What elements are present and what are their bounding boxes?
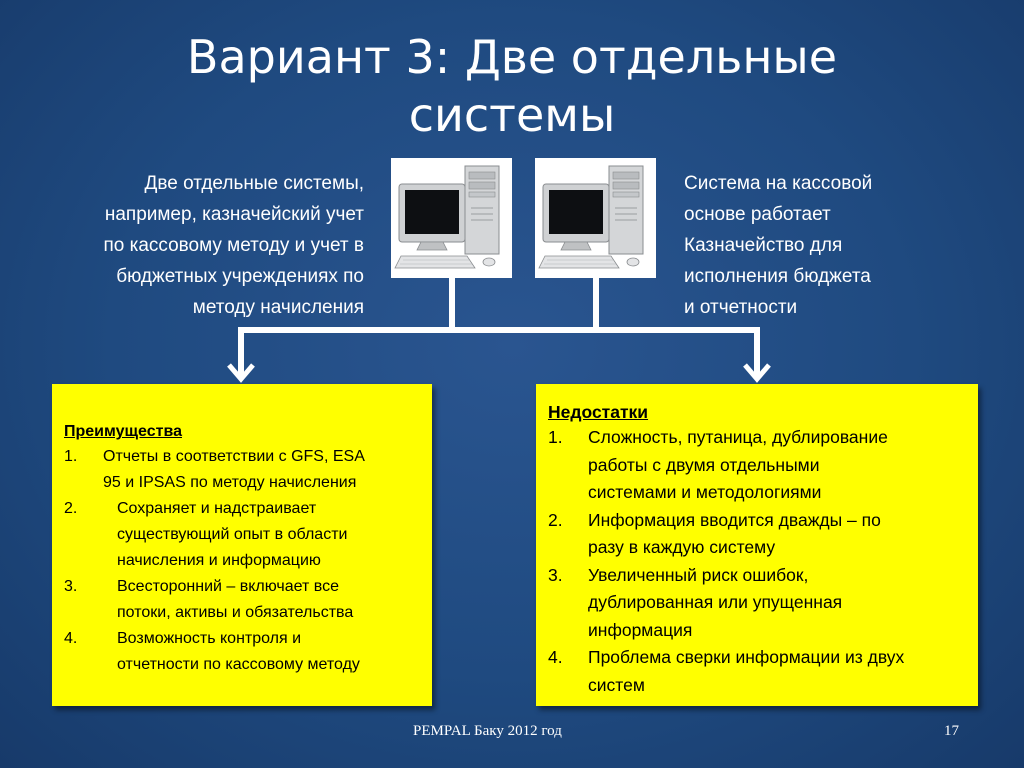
list-item-line: Возможность контроля и — [117, 630, 302, 647]
list-item — [64, 574, 422, 626]
right-description-line: Система на кассовой — [684, 173, 873, 194]
page-number: 17 — [944, 723, 959, 739]
list-item-line: Отчеты в соответствии с GFS, ESA — [103, 448, 365, 465]
list-item — [548, 644, 968, 699]
title-line-2: системы — [408, 88, 616, 142]
list-item-line: Проблема сверки информации из двух — [588, 647, 905, 667]
list-item — [548, 562, 968, 645]
list-item-line: начисления и информацию — [117, 552, 321, 569]
advantages-box — [52, 384, 432, 706]
list-item — [64, 496, 422, 574]
left-description-line: методу начисления — [192, 297, 364, 318]
list-item-line: разу в каждую систему — [588, 537, 776, 557]
disadvantages-box — [536, 384, 978, 706]
list-item-line: Всесторонний – включает все — [117, 578, 340, 595]
list-item-line: 95 и IPSAS по методу начисления — [103, 474, 357, 491]
disadvantages-list — [548, 424, 968, 699]
list-number: 1. — [548, 427, 563, 447]
list-item-line: отчетности по кассовому методу — [117, 656, 360, 673]
list-item-line: потоки, активы и обязательства — [117, 604, 354, 621]
left-description-line: например, казначейский учет — [104, 204, 364, 225]
list-item-line: систем — [588, 674, 645, 695]
advantages-heading: Преимущества — [64, 423, 182, 440]
right-description-line: Казначейство для — [684, 235, 843, 256]
footer-text: PEMPAL Баку 2012 год — [413, 723, 562, 739]
list-item-line: существующий опыт в области — [117, 526, 348, 543]
list-item — [64, 626, 422, 678]
list-item-line: информация — [588, 619, 693, 640]
right-description-line: исполнения бюджета — [684, 266, 871, 287]
list-number: 4. — [64, 630, 78, 647]
list-item — [64, 444, 422, 496]
title-line-1: Вариант 3: Две отдельные — [186, 30, 838, 84]
list-item-line: Сложность, путаница, дублирование — [588, 427, 888, 447]
list-number: 1. — [64, 448, 78, 465]
list-number: 2. — [548, 509, 563, 530]
right-description-line: и отчетности — [684, 297, 798, 318]
list-item-line: системами и методологиями — [588, 482, 822, 502]
right-description-line: основе работает — [684, 204, 831, 225]
list-item-line: Увеличенный риск ошибок, — [588, 564, 809, 585]
list-item — [548, 424, 968, 507]
list-item — [548, 507, 968, 562]
list-number: 4. — [548, 647, 563, 667]
list-number: 3. — [548, 564, 563, 585]
left-description-line: по кассовому методу и учет в — [103, 235, 364, 256]
list-item-line: Информация вводится дважды – по — [588, 509, 881, 530]
list-item-line: работы с двумя отдельными — [588, 454, 820, 475]
list-item-line: дублированная или упущенная — [588, 592, 843, 612]
disadvantages-heading: Недостатки — [548, 402, 649, 422]
left-description-line: Две отдельные системы, — [144, 173, 364, 194]
advantages-list — [64, 444, 422, 678]
list-item-line: Сохраняет и надстраивает — [117, 500, 317, 517]
list-number: 3. — [64, 578, 78, 595]
left-description-line: бюджетных учреждениях по — [116, 266, 364, 287]
list-number: 2. — [64, 500, 78, 517]
